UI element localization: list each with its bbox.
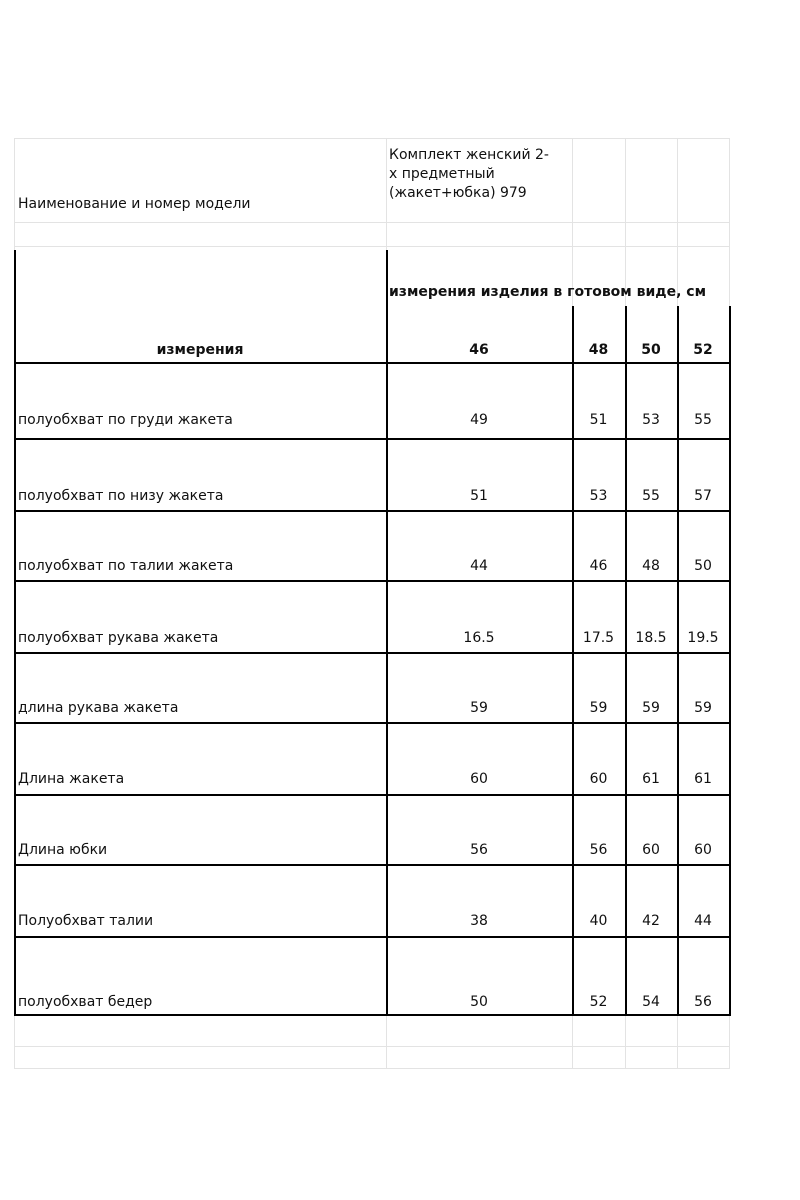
table-cell: 57 xyxy=(694,488,712,504)
table-cell: 56 xyxy=(694,994,712,1010)
gridline xyxy=(14,1068,730,1069)
table-cell: 59 xyxy=(642,700,660,716)
table-cell: 53 xyxy=(589,488,608,504)
table-cell: 52 xyxy=(589,994,608,1010)
table-border xyxy=(14,652,731,654)
table-border xyxy=(14,722,731,724)
table-cell: 50 xyxy=(694,558,712,574)
row-label: полуобхват бедер xyxy=(18,994,153,1010)
table-border xyxy=(14,1014,731,1016)
model-label: Наименование и номер модели xyxy=(18,196,251,212)
table-cell: 49 xyxy=(470,412,488,428)
table-border xyxy=(14,438,731,440)
table-cell: 61 xyxy=(642,771,660,787)
table-cell: 51 xyxy=(589,412,608,428)
table-border xyxy=(729,306,731,1016)
table-cell: 61 xyxy=(694,771,712,787)
gridline xyxy=(14,246,730,247)
table-cell: 46 xyxy=(589,558,608,574)
table-cell: 48 xyxy=(642,558,660,574)
group-header: измерения изделия в готовом виде, см xyxy=(389,284,707,300)
model-name-line: Комплект женский 2- xyxy=(389,147,549,163)
row-label: Полуобхват талии xyxy=(18,913,154,929)
row-label: полуобхват рукава жакета xyxy=(18,630,219,646)
size-header-52: 52 xyxy=(693,342,713,358)
table-cell: 42 xyxy=(642,913,660,929)
table-cell: 54 xyxy=(642,994,660,1010)
row-label: Длина жакета xyxy=(18,771,125,787)
table-cell: 19.5 xyxy=(687,630,719,646)
row-label: полуобхват по низу жакета xyxy=(18,488,224,504)
size-header-48: 48 xyxy=(588,342,609,358)
table-cell: 56 xyxy=(589,842,608,858)
table-cell: 44 xyxy=(694,913,712,929)
table-border xyxy=(14,936,731,938)
gridline xyxy=(14,138,730,139)
row-label: Длина юбки xyxy=(18,842,108,858)
table-cell: 56 xyxy=(470,842,488,858)
table-cell: 53 xyxy=(642,412,660,428)
model-name-line: х предметный xyxy=(389,166,495,182)
table-cell: 59 xyxy=(470,700,488,716)
row-header: измерения xyxy=(156,342,244,358)
table-border xyxy=(14,580,731,582)
table-cell: 51 xyxy=(470,488,488,504)
table-border xyxy=(14,794,731,796)
model-name-line: (жакет+юбка) 979 xyxy=(389,185,527,201)
row-label: длина рукава жакета xyxy=(18,700,179,716)
table-border xyxy=(14,864,731,866)
table-cell: 18.5 xyxy=(635,630,667,646)
size-header-50: 50 xyxy=(641,342,661,358)
table-cell: 55 xyxy=(642,488,660,504)
gridline xyxy=(14,1046,730,1047)
table-cell: 17.5 xyxy=(582,630,615,646)
gridline xyxy=(14,222,730,223)
table-cell: 50 xyxy=(470,994,488,1010)
table-cell: 16.5 xyxy=(463,630,495,646)
table-border xyxy=(14,362,731,364)
table-cell: 44 xyxy=(470,558,488,574)
table-border xyxy=(14,250,16,1016)
table-cell: 38 xyxy=(470,913,488,929)
table-cell: 55 xyxy=(694,412,712,428)
row-label: полуобхват по талии жакета xyxy=(18,558,234,574)
table-cell: 59 xyxy=(694,700,712,716)
model-name xyxy=(389,146,574,203)
table-border xyxy=(14,510,731,512)
table-cell: 60 xyxy=(694,842,712,858)
table-cell: 59 xyxy=(589,700,608,716)
row-label: полуобхват по груди жакета xyxy=(18,412,233,428)
table-cell: 60 xyxy=(589,771,608,787)
size-header-46: 46 xyxy=(469,342,489,358)
table-cell: 60 xyxy=(470,771,488,787)
table-cell: 40 xyxy=(589,913,608,929)
table-cell: 60 xyxy=(642,842,660,858)
